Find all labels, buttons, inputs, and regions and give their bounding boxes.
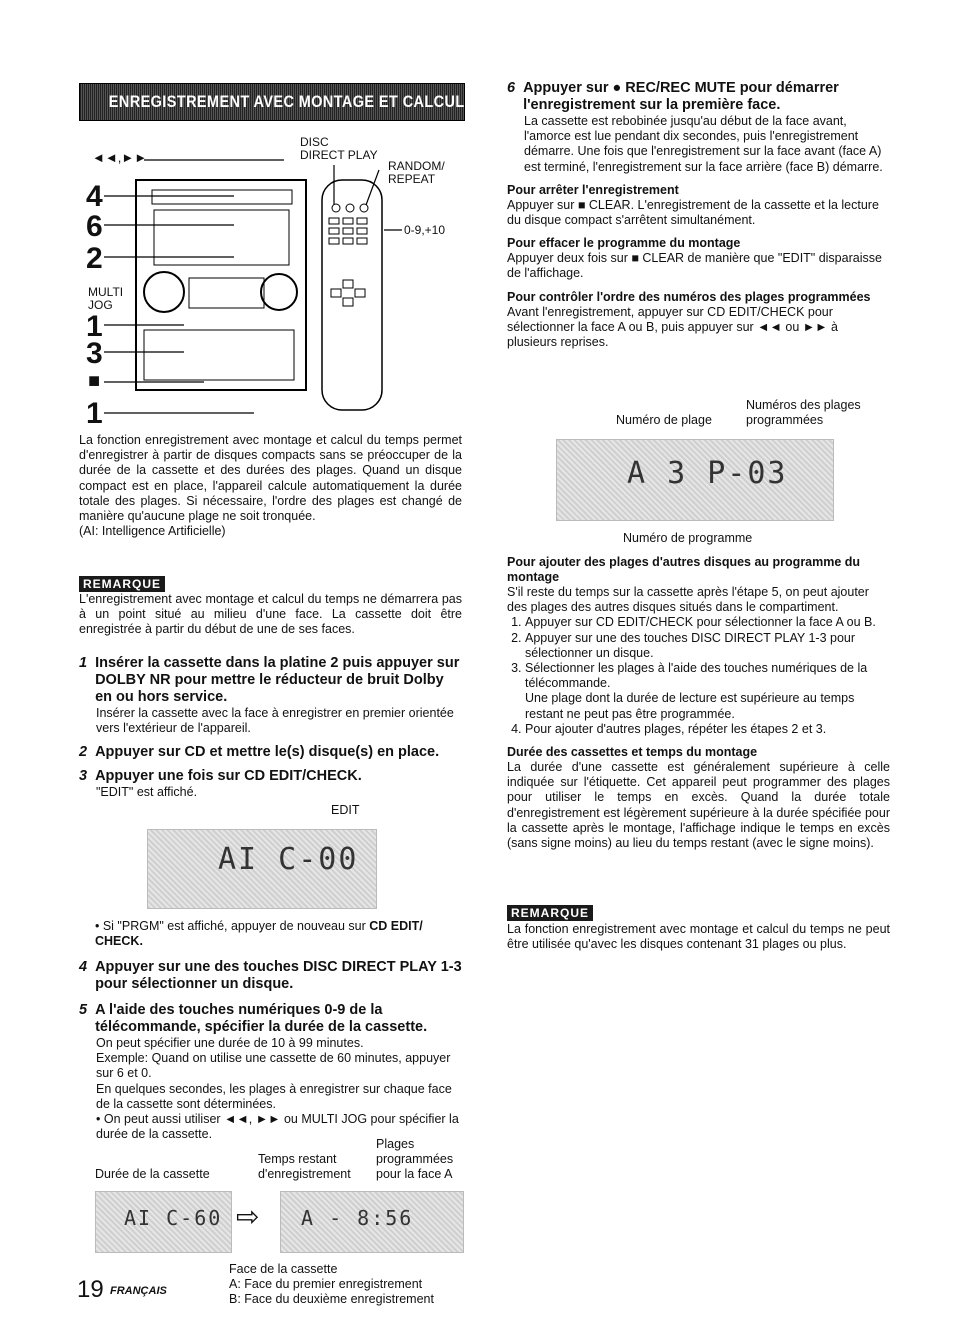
arrow-right-icon: ⇨ [236, 1201, 260, 1232]
add-step-3 [525, 661, 890, 722]
jog-label: JOG [88, 298, 113, 312]
banner-title: ENREGISTREMENT AVEC MONTAGE ET CALCUL DU TEMPS [108, 92, 547, 111]
remarque-badge-1: REMARQUE [79, 576, 165, 592]
duree-title: Durée des cassettes et temps du montage [507, 745, 758, 760]
step-3-body: "EDIT" est affiché. [96, 785, 198, 800]
step-6-number: 6 [507, 80, 516, 96]
step-5-bullet: • On peut aussi utiliser ◄◄, ►► ou MULTI JOG pour spécifier la durée de la cassette. [96, 1112, 459, 1142]
remarque-2-text: La fonction enregistrement avec montage et calcul du temps ne peut être utilisée qu'avec les disques contenant 31 plages ou plus. [507, 922, 890, 952]
step-6-body: La cassette est rebobinée jusqu'au début de la face avant, l'amorce est lue pendant dix secondes, puis l'enregistrement démarre. Une fois que l'enregistrement sur la face avant (face A) est terminé, l'enregistrement sur la face arrière (face B) démarre. [524, 114, 883, 174]
label-temps-restant: Temps restant [258, 1152, 337, 1166]
check-body: Avant l'enregistrement, appuyer sur CD EDIT/CHECK pour sélectionner la face A ou B, puis appuyer sur ◄◄ ou ►► à plusieurs reprises. [507, 304, 838, 350]
lcd-cassette-duration [95, 1191, 232, 1253]
page-number: 19 [77, 1276, 104, 1303]
face-b: B: Face du deuxième enregistrement [229, 1292, 434, 1307]
add-step-4: 4. Pour ajouter d'autres plages, répéter les étapes 2 et 3. [525, 722, 890, 737]
check-title: Pour contrôler l'ordre des numéros des plages programmées [507, 289, 871, 304]
section-banner [79, 83, 547, 121]
num-keys-label: 0-9,+10 [404, 223, 446, 237]
add-steps-list [507, 615, 890, 737]
duree-body: La durée d'une cassette est généralement supérieure à celle indiquée sur l'étiquette. Cet appareil peut programmer des plages pour utiliser le temps en excès. Quand la durée totale d'enregistrement est légèrement supérieure à la durée spécifiée pour la cassette après le montage, l'affichage indique le temps en excès (sans signe moins) au lieu du temps restant (avec le signe moins). [507, 760, 890, 851]
step-3-title: Appuyer une fois sur CD EDIT/CHECK. [95, 768, 362, 785]
step-3-bullet [95, 919, 462, 949]
lcd-remaining-time [280, 1191, 464, 1253]
step-6-title: Appuyer sur ● REC/REC MUTE pour démarrer l'enregistrement sur la première face. [523, 80, 839, 113]
device-figure [84, 130, 464, 430]
add-title: Pour ajouter des plages d'autres disques au programme du montage [507, 555, 861, 584]
step-5-body-2: Exemple: Quand on utilise une cassette de 60 minutes, appuyer sur 6 et 0. [96, 1051, 451, 1081]
step-3-bullet-key: CD EDIT/ CHECK. [95, 919, 423, 949]
step-4-number: 4 [79, 959, 88, 975]
step-2-number: 2 [79, 744, 88, 761]
lcd-edit-text: AI C-00 [218, 842, 359, 877]
repeat-label: REPEAT [388, 172, 436, 186]
remarque-1-text: L'enregistrement avec montage et calcul du temps ne démarrera pas à un point situé au milieu d'une face. La cassette doit être enregistrée à partir du début de une de ses faces. [79, 592, 462, 637]
callout-3: 3 [86, 337, 103, 370]
label-programmees: programmées [376, 1152, 454, 1166]
stop-body: Appuyer sur ■ CLEAR. L'enregistrement de la cassette et la lecture du disque compact s'arrêtent simultanément. [507, 197, 879, 228]
callout-1a: 1 [86, 310, 103, 343]
stop-title: Pour arrêter l'enregistrement [507, 182, 679, 197]
step-1-body: Insérer la cassette avec la face à enregistrer en premier orientée vers l'extérieur de l'appareil. [96, 706, 454, 736]
multi-label: MULTI [88, 285, 124, 299]
erase-body: Appuyer deux fois sur ■ CLEAR de manière que "EDIT" disparaisse de l'affichage. [507, 251, 882, 281]
lcd-cassette-duration-text: AI C-60 [124, 1206, 223, 1230]
edit-label: EDIT [331, 803, 360, 817]
step-3-number: 3 [79, 768, 88, 785]
callout-4: 4 [86, 180, 103, 213]
add-step-note: Une plage dont la durée de lecture est supérieure au temps restant ne peut pas être programmée. [525, 691, 855, 721]
label-programmees-2: programmées [746, 413, 824, 427]
step-4-title: Appuyer sur une des touches DISC DIRECT PLAY 1-3 pour sélectionner un disque. [95, 959, 462, 992]
page-language: FRANÇAIS [110, 1285, 167, 1297]
lcd-program-check-text: A 3 P-03 [627, 456, 788, 491]
add-step-1: 1. Appuyer sur CD EDIT/CHECK pour sélectionner la face A ou B. [525, 615, 890, 630]
step-5-body-1: On peut spécifier une durée de 10 à 99 minutes. [96, 1036, 364, 1050]
callout-stop: ■ [88, 370, 101, 392]
skip-label: ◄◄,►► [92, 150, 148, 165]
label-plages: Plages [376, 1137, 415, 1151]
step-5-title: A l'aide des touches numériques 0-9 de la télécommande, spécifier la durée de la cassette. [95, 1002, 428, 1035]
step-1-number: 1 [79, 655, 88, 671]
disc-label: DISC [300, 135, 329, 149]
callout-1b: 1 [86, 397, 103, 430]
add-step-2: 2. Appuyer sur une des touches DISC DIRECT PLAY 1-3 pour sélectionner un disque. [525, 631, 890, 661]
step-5-body-3: En quelques secondes, les plages à enregistrer sur chaque face de la cassette sont déterminées. [96, 1081, 452, 1111]
remarque-badge-2: REMARQUE [507, 905, 593, 921]
lcd-remaining-time-text: A - 8:56 [301, 1206, 414, 1230]
face-a: A: Face du premier enregistrement [229, 1277, 423, 1292]
intro-text: La fonction enregistrement avec montage et calcul du temps permet d'enregistrer à partir de disques compacts sans se préoccuper de la durée de la cassette et des durées des plages. Quand un disque compact est en place, l'appareil calcule automatiquement la durée totale des plages. Si nécessaire, l'ordre des plages est changé de manière qu'aucune plage ne soit tronquée. [79, 433, 462, 524]
callout-6: 6 [86, 210, 103, 243]
disc-direct-label: DIRECT PLAY [300, 148, 378, 162]
step-3-bullet-text: • Si "PRGM" est affiché, appuyer de nouveau sur [95, 919, 370, 933]
face-title: Face de la cassette [229, 1262, 338, 1276]
label-denregistrement: d'enregistrement [258, 1167, 351, 1181]
step-5-number: 5 [79, 1002, 88, 1018]
step-2-title: Appuyer sur CD et mettre le(s) disque(s) en place. [95, 744, 440, 761]
label-duree-cassette: Durée de la cassette [95, 1167, 210, 1181]
label-face-a: pour la face A [376, 1167, 453, 1181]
lcd-edit [147, 829, 377, 909]
label-numero-programme: Numéro de programme [623, 531, 753, 545]
label-numero-plage: Numéro de plage [616, 413, 712, 427]
step-1-title: Insérer la cassette dans la platine 2 puis appuyer sur DOLBY NR pour mettre le réducteur de bruit Dolby en ou hors service. [95, 655, 460, 705]
label-numeros-plages: Numéros des plages [746, 398, 861, 412]
callout-2: 2 [86, 242, 103, 275]
lcd-program-check [556, 439, 834, 521]
intro-ai: (AI: Intelligence Artificielle) [79, 524, 226, 539]
random-label: RANDOM/ [388, 159, 445, 173]
add-body: S'il reste du temps sur la cassette après l'étape 5, on peut ajouter des plages des autres disques situés dans le compartiment. [507, 585, 869, 615]
erase-title: Pour effacer le programme du montage [507, 236, 741, 251]
add-step-3-text: Sélectionner les plages à l'aide des touches numériques de la télécommande. [525, 661, 868, 691]
